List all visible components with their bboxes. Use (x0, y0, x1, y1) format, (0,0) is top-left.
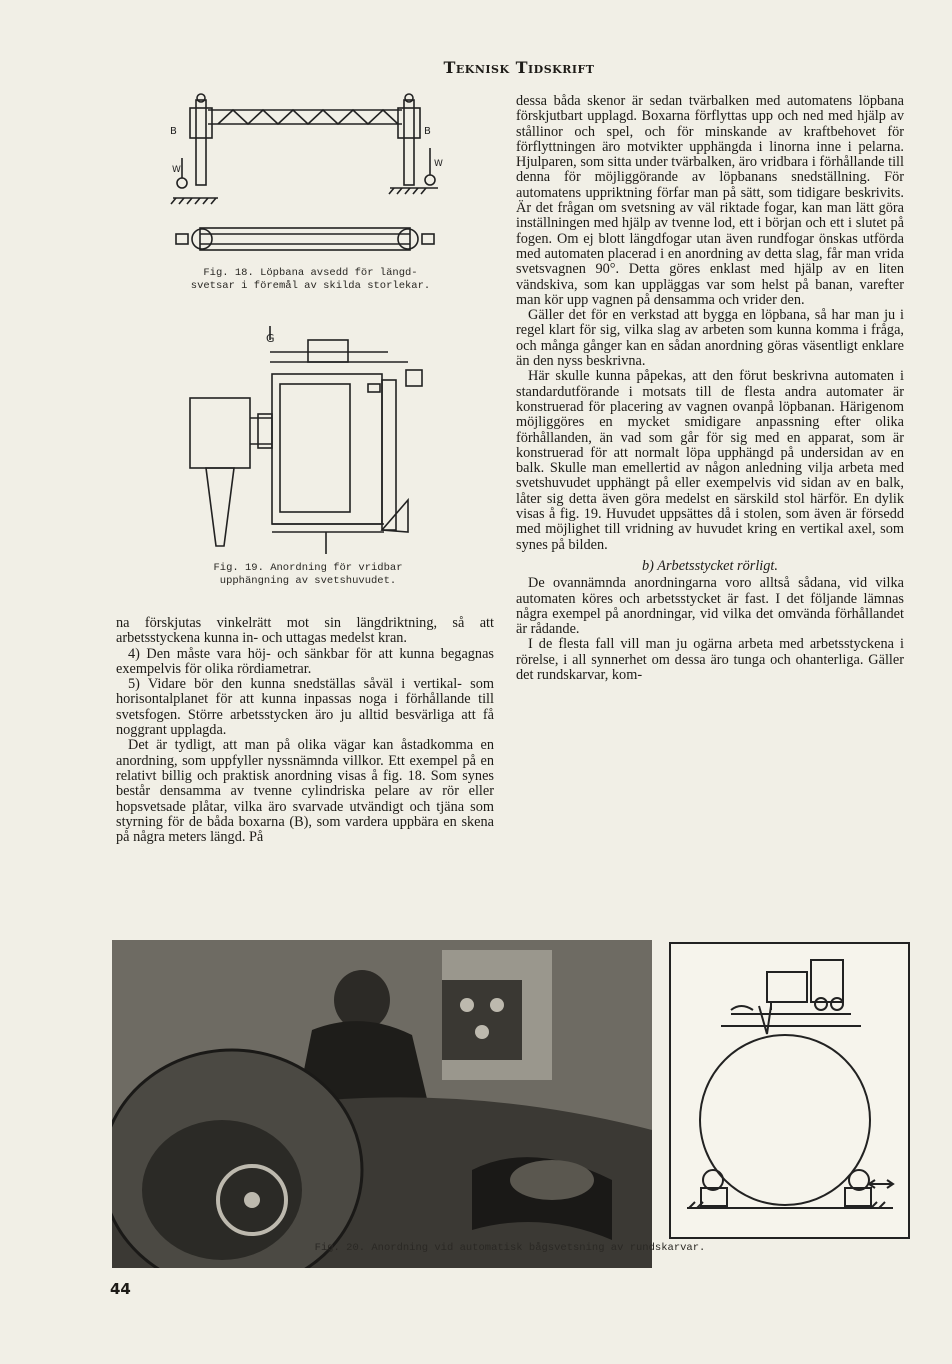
figure-19-caption (178, 562, 438, 588)
figure-19-caption-line1: Fig. 19. Anordning för vridbar (213, 562, 403, 574)
label-w-right: W (434, 159, 443, 169)
masthead: Teknisk Tidskrift (443, 58, 595, 77)
right-text-column (516, 94, 904, 683)
figure-20-svg (671, 944, 908, 1237)
label-b-right: B (424, 126, 431, 137)
left-paragraph-3: 5) Vidare bör den kunna snedställas såväl i vertikal- som horisontalplanet för att kunna inpassas noga i förhållande till svetsfogen. Större arbetsstycken äro ju alltid besvärliga att få noggrant upplagda. (116, 676, 494, 739)
photo-illustration (112, 940, 652, 1268)
figure-18-drawing (168, 88, 448, 263)
figure-20-drawing (669, 942, 910, 1239)
left-paragraph-4: Det är tydligt, att man på olika vägar kan åstadkomma en anordning, som uppfyller nyssnämnda villkor. Ett exempel på en relativt billig och praktisk anordning visas å fig. 18. Som synes består densamma av tvenne cylindriska pelare av rör eller hopsvetsade plåtar, vilka äro svarvade utvändigt och tjäna som styrning för de båda boxarna (B), som vardera uppbära en skena på några meters längd. På (116, 737, 494, 846)
right-paragraph-1: dessa båda skenor är sedan tvärbalken med automatens löpbana förskjutbart upplagd. Boxarna förflyttas upp och ned med hjälp av stållinor och spel, och för minskande av kraftbehovet för förflyttningen äro motvikter upphängda i linorna inne i pelarna. Hjulparen, som sitta under tvärbalken, äro vridbara i förhållande till denna för möjliggörande av löpbanans snedställning. För automatens uppriktning förfar man på sätt, som tidigare beskrivits. Är det frågan om svetsning av väl riktade fogar, kan man lätt göra inställningen med hjälp av tvenne lod, ett i början och ett i slutet på fogen. Om ej blott längdfogar utan även rundfogar önskas utförda med automaten placerad i en anordning av detta slag, får man vrida svetsvagnen 90°. Detta göres enklast med hjälp av en liten vändskiva, som kan uppläggas var som helst på banan, varefter man kör upp vagnen på densamma och vrider den. (516, 93, 904, 308)
figure-20-photo (112, 940, 652, 1268)
right-paragraph-4: De ovannämnda anordningarna voro alltså sådana, vid vilka automaten köres och arbetsstycket är fast. I det följande lämnas några exempel på anordningar, vid vilka det omvända förhållandet är rådande. (516, 575, 904, 638)
label-b-left: B (170, 126, 177, 137)
figure-18-caption-line2: svetsar i föremål av skilda storlekar. (190, 280, 431, 292)
right-paragraph-5: I de flesta fall vill man ju ogärna arbeta med arbetsstyckena i rörelse, i all synnerhet om dessa äro tunga och ohanterliga. Gäller det rundskarvar, kom- (516, 636, 904, 683)
figure-19-caption-line2: upphängning av svetshuvudet. (219, 575, 397, 587)
page-number: 44 (110, 1280, 131, 1298)
left-paragraph-2: 4) Den måste vara höj- och sänkbar för att kunna begagnas exempelvis för olika rördiametrar. (116, 645, 494, 677)
figure-19-drawing (188, 318, 428, 566)
section-heading-b: b) Arbetsstycket rörligt. (642, 557, 778, 574)
right-paragraph-3: Här skulle kunna påpekas, att den förut beskrivna automaten i standardutförande i motsats till de flesta andra automater är konstruerad för placering av vagnen ovanpå löpbanan. Härigenom möjliggöres en mycket smidigare anpassning efter olika förhållanden, än vad som går för sig med en apparat, som är konstruerad för att normalt löpa upphängd på undersidan av en balk. Skulle man emellertid av någon anledning vilja arbeta med svetshuvudet upphängt på eller exempelvis vid sidan av en balk, låter sig detta även göra medelst en särskild stol härför. En dylik visas å fig. 19. Huvudet uppsättes då i stolen, som även är försedd med möjlighet till vridning av huvudet kring en vertikal axel, som synes på bilden. (516, 368, 904, 553)
left-paragraph-1: na förskjutas vinkelrätt mot sin längdriktning, så att arbetsstyckena kunna in- och uttagas medelst kran. (116, 615, 494, 647)
label-g-top: G (266, 332, 275, 345)
figure-18-caption-line1: Fig. 18. Löpbana avsedd för längd- (203, 267, 418, 279)
left-text-column (116, 616, 494, 845)
right-paragraph-2: Gäller det för en verkstad att bygga en löpbana, så har man ju i regel klart för sig, vilka slag av arbeten som kunna komma i fråga, och många gånger kan en sådan anordning göras väsentligt enklare än den nyss beskrivna. (516, 307, 904, 370)
label-w-left: W (172, 165, 181, 175)
figure-18-caption (168, 267, 453, 293)
figure-20-caption: Fig. 20. Anordning vid automatisk bågsvetsning av rundskarvar. (314, 1242, 706, 1254)
